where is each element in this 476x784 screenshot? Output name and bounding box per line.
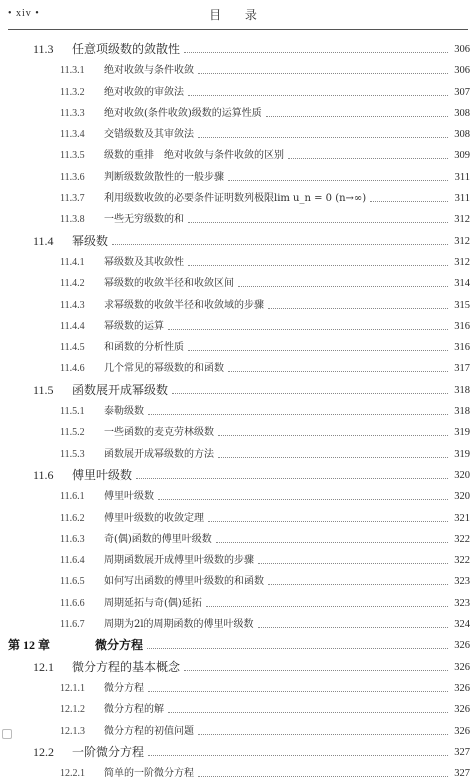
toc-entry-page: 326 [451,635,470,656]
toc-section-row[interactable] [0,231,476,252]
toc-entry-page: 326 [451,721,470,742]
toc-entry-number: 11.3.4 [60,129,85,141]
toc-entry-number: 11.4.6 [60,363,85,375]
toc-subsection-row[interactable] [0,593,476,614]
toc-entry-number: 11.6.3 [60,533,85,545]
toc-section-row[interactable] [0,657,476,678]
toc-subsection-row[interactable] [0,508,476,529]
leader-dots [370,188,448,202]
leader-dots [268,295,448,309]
leader-dots [168,316,448,330]
toc-entry-title: 一些无穷级数的和 [104,214,184,226]
toc-entry-page: 311 [452,188,470,209]
toc-subsection-row[interactable] [0,721,476,742]
toc-entry-title: 判断级数敛散性的一般步骤 [104,171,224,183]
toc-entry-page: 319 [451,444,470,465]
toc-subsection-row[interactable] [0,82,476,103]
toc-entry-page: 319 [451,422,470,443]
toc-entry-number: 11.4.2 [60,278,85,290]
toc-section-row[interactable] [0,380,476,401]
leader-dots [218,444,448,458]
toc-entry-number: 第 12 章 [8,638,51,653]
toc-entry-page: 316 [451,337,470,358]
toc-subsection-row[interactable] [0,124,476,145]
toc-entry-title: 利用级数收敛的必要条件证明数列极限lim u_n = 0 (n→∞) [104,193,367,205]
leader-dots [147,635,448,649]
toc-entry-page: 312 [451,209,470,230]
toc-section-row[interactable] [0,465,476,486]
toc-entry-title: 和函数的分析性质 [104,342,184,354]
toc-entry-page: 307 [451,82,470,103]
toc-entry-page: 326 [451,699,470,720]
leader-dots [288,145,448,159]
toc-entry-page: 306 [451,39,470,60]
toc-section-row[interactable] [0,39,476,60]
watermark [2,729,14,739]
toc-entry-page: 306 [451,60,470,81]
toc-entry-number: 11.3.6 [60,171,85,183]
toc-entry-number: 11.5 [33,382,54,397]
leader-dots [188,209,448,223]
toc-entry-page: 323 [451,571,470,592]
leader-dots [188,82,448,96]
toc-entry-title: 几个常见的幂级数的和函数 [104,363,224,375]
toc-entry-number: 11.6 [33,467,54,482]
toc-entry-number: 11.3 [33,42,54,56]
header-rule [8,29,468,30]
toc-subsection-row[interactable] [0,188,476,209]
toc-entry-title: 幂级数的运算 [104,320,164,332]
toc-entry-title: 求幂级数的收敛半径和收敛域的步骤 [104,299,264,311]
leader-dots [136,465,448,479]
toc-entry-title: 微分方程的初值问题 [104,725,194,737]
toc-subsection-row[interactable] [0,444,476,465]
toc-entry-title: 微分方程的基本概念 [72,659,181,674]
toc-entry-number: 11.6.2 [60,512,85,524]
toc-subsection-row[interactable] [0,529,476,550]
toc-entry-page: 326 [451,678,470,699]
toc-entry-page: 324 [451,614,470,635]
page-header [0,0,476,30]
toc-entry-page: 323 [451,593,470,614]
toc-entry-number: 11.4.4 [60,320,85,332]
toc-subsection-row[interactable] [0,678,476,699]
toc-entry-number: 11.6.6 [60,597,85,609]
leader-dots [198,60,448,74]
toc-entry-title: 傅里叶级数的收敛定理 [104,512,204,524]
toc-entry-number: 12.2 [33,744,54,759]
toc-entry-number: 11.6.4 [60,555,85,567]
toc-chapter-row[interactable] [0,635,476,656]
toc-entry-title: 绝对收敛(条件收敛)级数的运算性质 [104,107,262,119]
toc-entry-page: 311 [452,167,470,188]
toc-subsection-row[interactable] [0,699,476,720]
table-of-contents [0,39,476,784]
toc-subsection-row[interactable] [0,167,476,188]
toc-entry-number: 12.2.1 [60,768,85,780]
toc-entry-title: 一阶微分方程 [72,744,145,759]
leader-dots [266,103,448,117]
toc-subsection-row[interactable] [0,145,476,166]
leader-dots [238,273,448,287]
toc-entry-page: 320 [451,465,470,486]
toc-subsection-row[interactable] [0,401,476,422]
toc-entry-page: 315 [451,295,470,316]
toc-entry-number: 11.3.2 [60,86,85,98]
toc-entry-number: 11.3.7 [60,193,85,205]
toc-subsection-row[interactable] [0,614,476,635]
leader-dots [228,358,448,372]
leader-dots [148,678,448,692]
toc-entry-page: 327 [451,742,470,763]
leader-dots [148,742,448,756]
toc-entry-title: 幂级数及其收敛性 [104,256,184,268]
toc-entry-number: 11.4.5 [60,342,85,354]
leader-dots [258,614,448,628]
toc-entry-title: 微分方程的解 [104,704,164,716]
leader-dots [268,571,448,585]
leader-dots [228,167,448,181]
toc-entry-title: 幂级数的收敛半径和收敛区间 [104,278,234,290]
toc-entry-title: 级数的重排 绝对收敛与条件收敛的区别 [104,150,284,162]
leader-dots [198,124,448,138]
toc-entry-page: 326 [451,657,470,678]
toc-entry-number: 11.5.2 [60,427,85,439]
toc-subsection-row[interactable] [0,422,476,443]
toc-subsection-row[interactable] [0,60,476,81]
toc-subsection-row[interactable] [0,273,476,294]
toc-entry-page: 318 [451,380,470,401]
leader-dots [188,337,448,351]
toc-entry-number: 12.1.3 [60,725,85,737]
toc-entry-number: 11.6.7 [60,619,85,631]
toc-entry-page: 321 [451,508,470,529]
toc-entry-number: 11.4.1 [60,256,85,268]
page-title: 目 录 [209,8,267,22]
toc-entry-page: 312 [451,231,470,252]
toc-entry-page: 308 [451,103,470,124]
page-number-roman: • xiv • [8,8,40,19]
toc-subsection-row[interactable] [0,486,476,507]
toc-entry-number: 12.1.2 [60,704,85,716]
watermark-icon [2,729,12,739]
toc-entry-page: 309 [451,145,470,166]
leader-dots [172,380,448,394]
toc-entry-title: 微分方程 [95,638,144,653]
toc-entry-number: 11.3.3 [60,107,85,119]
toc-entry-number: 11.6.1 [60,491,85,503]
toc-entry-number: 11.3.8 [60,214,85,226]
toc-entry-number: 11.4 [33,233,54,248]
toc-subsection-row[interactable] [0,252,476,273]
leader-dots [216,529,448,543]
toc-entry-title: 奇(偶)函数的傅里叶级数 [104,533,212,545]
leader-dots [198,721,448,735]
leader-dots [218,422,448,436]
toc-entry-title: 微分方程 [104,682,144,694]
leader-dots [158,486,448,500]
toc-subsection-row[interactable] [0,763,476,784]
leader-dots [148,401,448,415]
toc-entry-page: 320 [451,486,470,507]
leader-dots [184,39,448,53]
toc-entry-number: 11.5.3 [60,448,85,460]
toc-subsection-row[interactable] [0,103,476,124]
toc-subsection-row[interactable] [0,337,476,358]
toc-entry-number: 11.6.5 [60,576,85,588]
toc-entry-title: 周期为2l的周期函数的傅里叶级数 [104,619,254,631]
toc-entry-title: 傅里叶级数 [104,491,154,503]
toc-entry-page: 318 [451,401,470,422]
toc-subsection-row[interactable] [0,316,476,337]
toc-entry-title: 周期延拓与奇(偶)延拓 [104,597,202,609]
toc-subsection-row[interactable] [0,358,476,379]
toc-entry-number: 11.4.3 [60,299,85,311]
toc-entry-title: 简单的一阶微分方程 [104,768,194,780]
toc-subsection-row[interactable] [0,571,476,592]
toc-entry-title: 绝对收敛与条件收敛 [104,65,194,77]
toc-entry-title: 交错级数及其审敛法 [104,129,194,141]
toc-entry-number: 12.1 [33,659,54,674]
leader-dots [208,508,448,522]
toc-entry-page: 308 [451,124,470,145]
toc-entry-page: 314 [451,273,470,294]
toc-entry-title: 如何写出函数的傅里叶级数的和函数 [104,576,264,588]
toc-entry-number: 11.3.5 [60,150,85,162]
toc-entry-title: 周期函数展开成傅里叶级数的步骤 [104,555,254,567]
toc-entry-page: 322 [451,529,470,550]
toc-section-row[interactable] [0,742,476,763]
toc-entry-title: 函数展开成幂级数的方法 [104,448,214,460]
toc-entry-title: 一些函数的麦克劳林级数 [104,427,214,439]
toc-entry-number: 12.1.1 [60,682,85,694]
toc-entry-number: 11.5.1 [60,406,85,418]
toc-entry-page: 327 [451,763,470,784]
toc-entry-title: 傅里叶级数 [72,467,133,482]
toc-entry-title: 泰勒级数 [104,406,144,418]
toc-subsection-row[interactable] [0,550,476,571]
leader-dots [206,593,448,607]
toc-entry-page: 317 [451,358,470,379]
leader-dots [168,699,448,713]
toc-entry-title: 绝对收敛的审敛法 [104,86,184,98]
leader-dots [258,550,448,564]
toc-entry-title: 函数展开成幂级数 [72,382,169,397]
leader-dots [188,252,448,266]
leader-dots [198,763,448,777]
toc-subsection-row[interactable] [0,209,476,230]
toc-entry-page: 312 [451,252,470,273]
leader-dots [112,231,448,245]
toc-subsection-row[interactable] [0,295,476,316]
toc-entry-title: 任意项级数的敛散性 [72,42,181,56]
toc-entry-page: 322 [451,550,470,571]
toc-entry-number: 11.3.1 [60,65,85,77]
toc-entry-page: 316 [451,316,470,337]
toc-entry-title: 幂级数 [72,233,109,248]
leader-dots [184,657,448,671]
